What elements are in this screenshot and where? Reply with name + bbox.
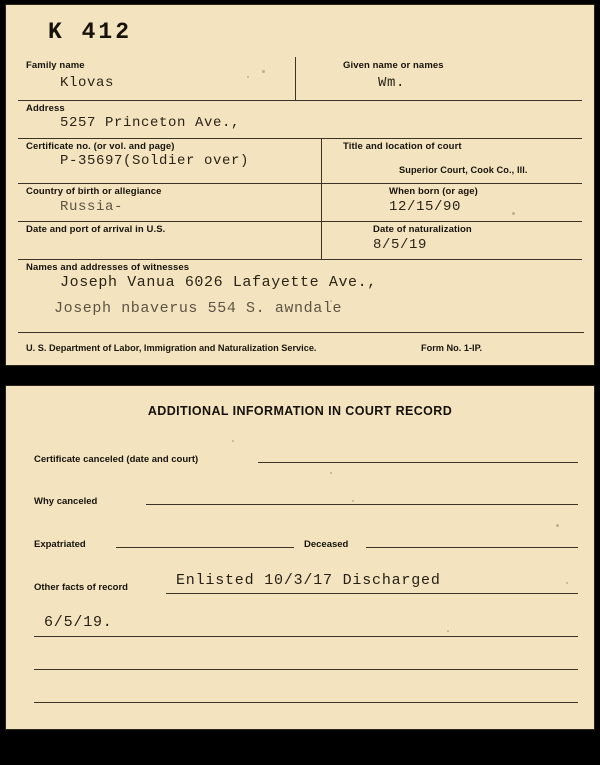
value-court: Superior Court, Cook Co., Ill. (399, 165, 528, 175)
label-certificate-canceled: Certificate canceled (date and court) (34, 454, 199, 465)
label-expatriated: Expatriated (34, 539, 86, 550)
label-arrival: Date and port of arrival in U.S. (26, 224, 166, 235)
label-family-name: Family name (26, 60, 85, 71)
label-country-of-birth: Country of birth or allegiance (26, 186, 162, 197)
value-witness-1: Joseph Vanua 6026 Lafayette Ave., (60, 274, 377, 291)
label-witnesses: Names and addresses of witnesses (26, 262, 190, 273)
rule-deceased (366, 547, 578, 548)
value-when-born: 12/15/90 (389, 199, 462, 215)
court-record-card (5, 385, 595, 730)
label-when-born: When born (or age) (389, 186, 478, 197)
divider-certificate-court (321, 139, 322, 184)
value-other-facts: Enlisted 10/3/17 Discharged (176, 572, 441, 589)
value-country-of-birth: Russia- (60, 199, 124, 215)
row-certificate-court (18, 139, 582, 184)
value-other-facts-continued: 6/5/19. (44, 614, 113, 631)
label-certificate-no: Certificate no. (or vol. and page) (26, 141, 175, 152)
label-why-canceled: Why canceled (34, 496, 98, 507)
rule-blank-2 (34, 669, 578, 670)
label-other-facts: Other facts of record (34, 582, 128, 593)
row-witnesses (18, 260, 582, 332)
naturalization-index-card (5, 4, 595, 366)
footer-form-number: Form No. 1-IP. (421, 343, 483, 353)
value-date-of-naturalization: 8/5/19 (373, 237, 428, 253)
label-date-of-naturalization: Date of naturalization (373, 224, 472, 235)
value-certificate-no: P-35697(Soldier over) (60, 153, 250, 169)
value-witness-2: Joseph nbaverus 554 S. awndale (54, 300, 343, 317)
footer-agency: U. S. Department of Labor, Immigration and Naturalization Service. (26, 343, 317, 353)
court-record-title: ADDITIONAL INFORMATION IN COURT RECORD (147, 404, 453, 418)
row-birth (18, 184, 582, 222)
row-names (18, 57, 582, 101)
value-family-name: Klovas (60, 75, 115, 91)
rule-certificate-canceled (258, 462, 578, 463)
rule-expatriated (116, 547, 294, 548)
row-address (18, 101, 582, 139)
label-deceased: Deceased (304, 539, 349, 550)
label-court: Title and location of court (343, 141, 462, 152)
row-arrival-naturalization (18, 222, 582, 260)
rule-other-facts (166, 593, 578, 594)
divider-birth (321, 184, 322, 222)
witness-section-rule (18, 332, 584, 333)
rule-blank-1 (34, 636, 578, 637)
value-given-name: Wm. (378, 75, 406, 91)
label-address: Address (26, 103, 65, 114)
value-address: 5257 Princeton Ave., (60, 115, 241, 131)
rule-blank-3 (34, 702, 578, 703)
divider-names (295, 57, 296, 101)
rule-why-canceled (146, 504, 578, 505)
divider-arrival-naturalization (321, 222, 322, 260)
index-number: K 412 (48, 19, 133, 45)
label-given-name: Given name or names (343, 60, 444, 71)
